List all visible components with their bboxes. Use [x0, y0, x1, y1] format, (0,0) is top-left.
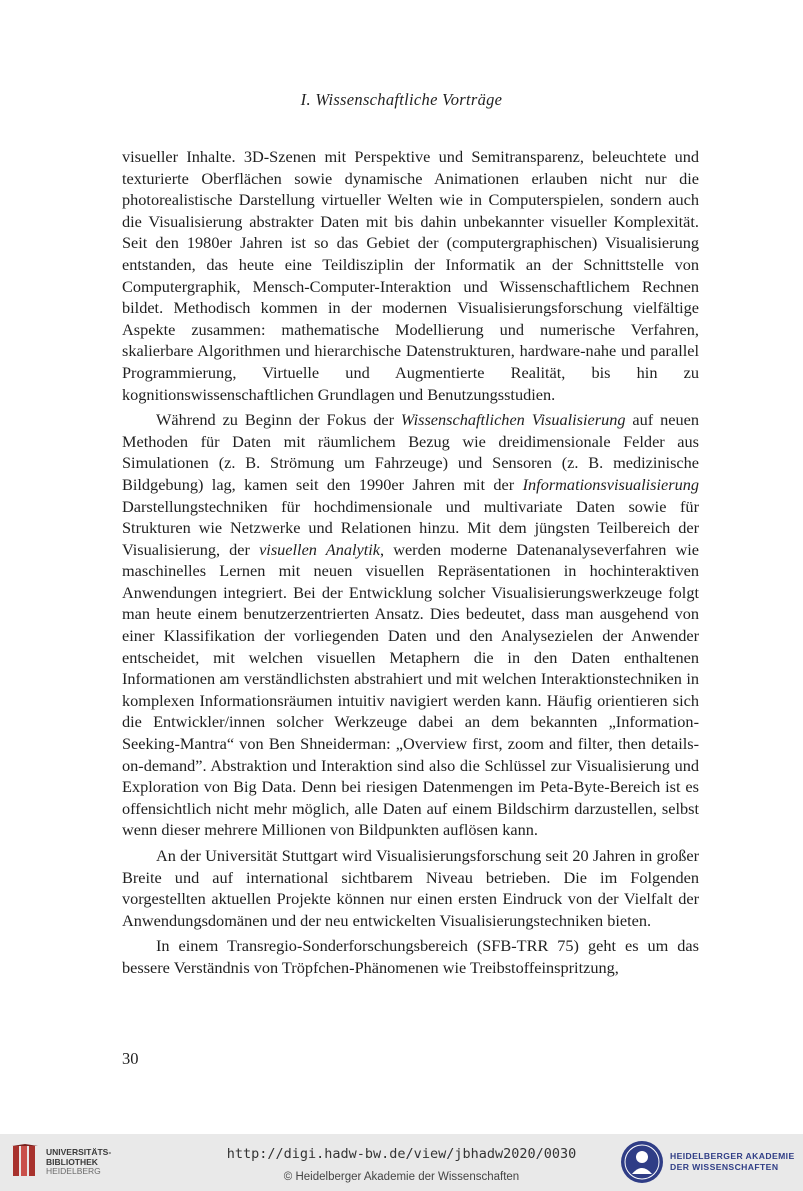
ub-line-3: HEIDELBERG [46, 1166, 101, 1176]
term-wissenschaftliche-visualisierung: Wissenschaftlichen Visualisierung [400, 410, 626, 430]
academy-name [670, 1151, 795, 1173]
copyright-notice: © Heidelberger Akademie der Wissenschaften [283, 1171, 520, 1183]
academy-seal-icon[interactable] [620, 1140, 664, 1184]
paragraph-2-part-d: , werden moderne Datenanalyseverfahren wie maschinelles Lernen mit neuen visuellen Repräsentationen in hochinteraktiven Anwendungen integriert. Bei der Entwicklung solcher Visualisierungswerkzeuge folgt man heute einem benutzerzentrierten Ansatz. Dies bedeutet, dass man ausgehend von einer Klassifikation der vorliegenden Daten und den Analysezielen der Anwender entscheidet, mit welchen visuellen Metaphern die in den Daten enthaltenen Informationen am verständlichsten abstrahiert und mit welchen Interaktionstechniken in komplexen Informationsräumen intuitiv navigiert werden kann. Häufig orientieren sich die Entwickler/innen solcher Werkzeuge dabei an dem bekannten „Information-Seeking-Mantra“ von Ben Shneiderman: „Overview first, zoom and filter, then details-on-demand”. Abstraktion und Interaktion sind also die Schlüssel zur Visualisierung und Exploration von Big Data. Denn bei riesigen Datenmengen im Peta-Byte-Bereich ist es offensichtlich nicht mehr möglich, alle Daten auf einem Bildschirm darzustellen, selbst wenn dieser mehrere Millionen von Bildpunkten auflösen kann. [122, 539, 699, 840]
footer-bar [0, 1134, 803, 1191]
page-number: 30 [122, 1049, 139, 1068]
term-visuelle-analytik: visuellen Analytik [259, 539, 381, 559]
paragraph-2-part-b: auf neuen Methoden für Daten mit räumlichem Bezug wie dreidimensionale Felder aus Simulationen (z. B. Strömung um Fahrzeuge) und Sensoren (z. B. medizinische Bildgebung) lag, kamen seit den 1990er Jahren mit der [122, 410, 699, 494]
running-head: I. Wissenschaftliche Vorträge [300, 90, 503, 109]
paragraph-4: In einem Transregio-Sonderforschungsbereich (SFB-TRR 75) geht es um das bessere Verständnis von Tröpfchen-Phänomenen wie Treibstoffeinspritzung, [122, 936, 699, 977]
paragraph-3: An der Universität Stuttgart wird Visualisierungsforschung seit 20 Jahren in großer Breite und auf international sichtbarem Niveau betrieben. Die im Folgenden vorgestellten aktuellen Projekte können nur einen ersten Eindruck von der Vielfalt der Anwendungsdomänen und der neu entwickelten Visualisierungstechniken bieten. [122, 846, 699, 930]
term-informationsvisualisierung: Informationsvisualisierung [522, 474, 699, 494]
paragraph-2-part-c: Darstellungstechniken für hochdimensionale und multivariate Daten sowie für Strukturen wie Netzwerke und Relationen hinzu. Mit dem jüngsten Teilbereich der Visualisierung, der [122, 496, 699, 559]
paragraph-1: visueller Inhalte. 3D-Szenen mit Perspektive und Semitransparenz, beleuchtete und texturierte Oberflächen sowie dynamische Animationen erlauben nicht nur die photorealistische Darstellung virtueller Welten wie in Computerspielen, sondern auch die Visualisierung abstrakter Daten mit bis dahin unbekannter visueller Komplexität. Seit den 1980er Jahren ist so das Gebiet der (computergraphischen) Visualisierung entstanden, das heute eine Teildisziplin der Informatik an der Schnittstelle von Computergraphik, Mensch-Computer-Interaktion und Wissenschaftlichem Rechnen bildet. Methodisch kommen in der modernen Visualisierungsforschung vielfältige Aspekte zusammen: mathematische Modellierung und numerische Verfahren, skalierbare Algorithmen und hierarchische Datenstrukturen, hardware-nahe und parallel Programmierung, Virtuelle und Augmentierte Realität, bis hin zu kognitionswissenschaftlichen Grundlagen und Benutzungsstudien. [122, 147, 699, 404]
academy-line-1: HEIDELBERGER AKADEMIE [670, 1151, 795, 1161]
body-text [122, 146, 699, 979]
ub-line-1: UNIVERSITÄTS- [46, 1147, 112, 1157]
paragraph-2 [122, 409, 699, 841]
paragraph-2-part-a: Während zu Beginn der Fokus der [156, 410, 401, 430]
permalink-url[interactable]: http://digi.hadw-bw.de/view/jbhadw2020/0030 [226, 1146, 577, 1162]
ub-line-2: BIBLIOTHEK [46, 1156, 98, 1167]
academy-line-2: DER WISSENSCHAFTEN [670, 1162, 779, 1172]
